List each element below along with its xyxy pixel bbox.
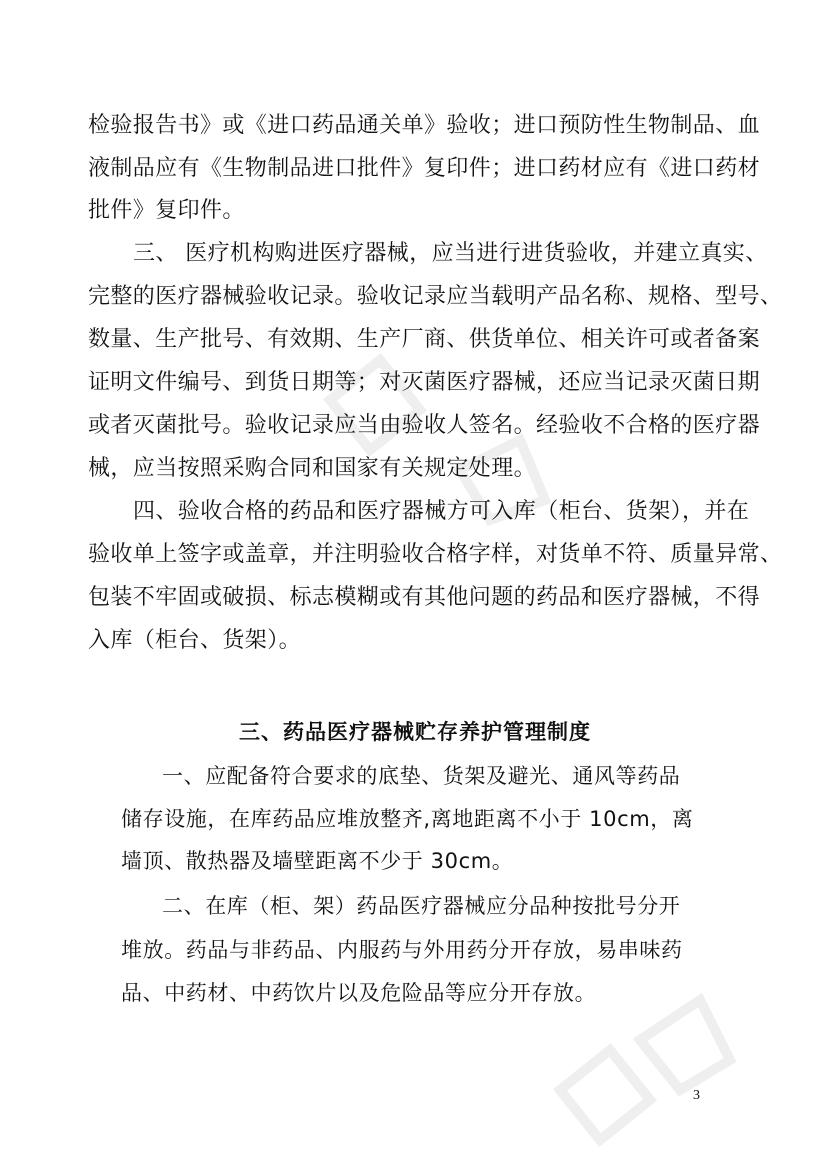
paragraph-line: 检验报告书》或《进口药品通关单》验收；进口预防性生物制品、血 (88, 113, 761, 138)
paragraph-line: 完整的医疗器械验收记录。验收记录应当载明产品名称、规格、型号、 (88, 284, 783, 309)
paragraph-line: 验收单上签字或盖章，并注明验收合格字样，对货单不符、质量异常、 (88, 542, 783, 567)
page-number: 3 (693, 1088, 700, 1103)
paragraph-line: 包装不牢固或破损、标志模糊或有其他问题的药品和医疗器械，不得 (88, 585, 761, 610)
paragraph-line: 或者灭菌批号。验收记录应当由验收人签名。经验收不合格的医疗器 (88, 413, 761, 438)
paragraph-line: 储存设施，在库药品应堆放整齐,离地距离不小于 10cm，离 (121, 807, 694, 831)
paragraph-line: 墙顶、散热器及墙壁距离不少于 30cm。 (121, 849, 514, 873)
paragraph-line: 械，应当按照采购合同和国家有关规定处理。 (88, 456, 537, 481)
paragraph-line: 四、验收合格的药品和医疗器械方可入库（柜台、货架），并在 (133, 499, 750, 524)
section-heading: 三、药品医疗器械贮存养护管理制度 (239, 720, 591, 744)
paragraph-line: 一、应配备符合要求的底垫、货架及避光、通风等药品 (162, 764, 681, 788)
paragraph-line: 证明文件编号、到货日期等；对灭菌医疗器械，还应当记录灭菌日期 (88, 370, 761, 395)
paragraph-line: 入库（柜台、货架）。 (88, 628, 302, 653)
paragraph-line: 三、 医疗机构购进医疗器械，应当进行进货验收，并建立真实、 (133, 241, 768, 266)
paragraph-line: 堆放。药品与非药品、内服药与外用药分开存放，易串味药 (121, 938, 683, 962)
paragraph-line: 二、在库（柜、架）药品医疗器械应分品种按批号分开 (162, 894, 681, 918)
paragraph-line: 液制品应有《生物制品进口批件》复印件；进口药材应有《进口药材 (88, 156, 761, 181)
paragraph-line: 批件》复印件。 (88, 198, 245, 223)
paragraph-line: 品、中药材、中药饮片以及危险品等应分开存放。 (121, 981, 597, 1005)
paragraph-line: 数量、生产批号、有效期、生产厂商、供货单位、相关许可或者备案 (88, 327, 761, 352)
